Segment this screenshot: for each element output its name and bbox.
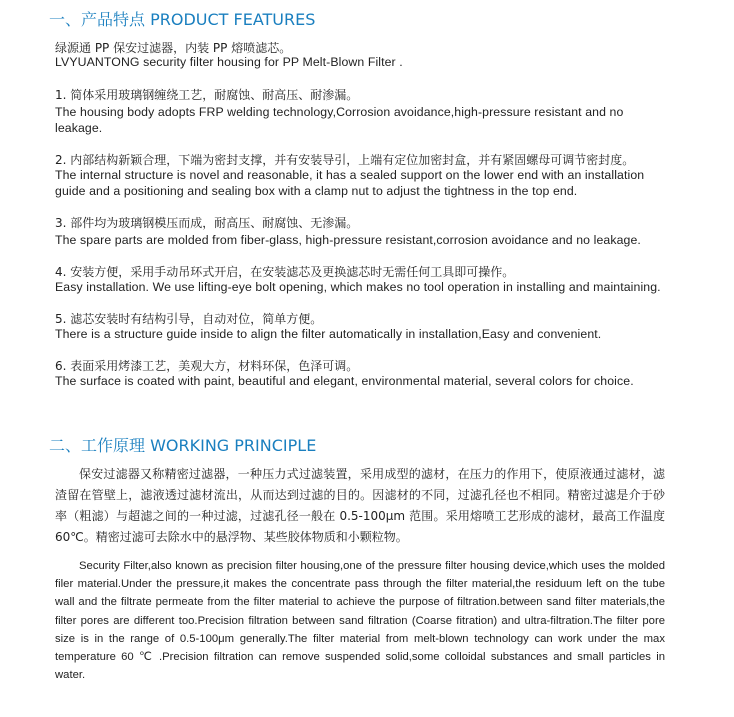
feature-6-cn: 6. 表面采用烤漆工艺，美观大方，材料环保，色泽可调。	[55, 359, 359, 373]
feature-1-cn: 1. 简体采用玻璃钢缠绕工艺，耐腐蚀、耐高压、耐渗漏。	[55, 88, 359, 102]
intro-en: LVYUANTONG security filter housing for PP Melt-Blown Filter .	[55, 55, 403, 69]
section-features-title: 一、产品特点 PRODUCT FEATURES	[49, 10, 316, 29]
principle-cn-paragraph: 保安过滤器又称精密过滤器，一种压力式过滤装置，采用成型的滤材，在压力的作用下，使原液通过滤材，滤渣留在管壁上，滤液透过滤材流出，从而达到过滤的目的。因滤材的不同，过滤孔径也不相同。精密过滤是介于砂率（粗滤）与超滤之间的一种过滤，过滤孔径一般在 0.5-100μm 范围。采用熔喷工艺形成的滤材，最高工作温度 60℃。精密过滤可去除水中的悬浮物、某些胶体物质和小颗粒物。	[55, 467, 665, 544]
feature-4-cn: 4. 安装方便，采用手动吊环式开启，在安装滤芯及更换滤芯时无需任何工具即可操作。	[55, 265, 515, 279]
section-principle-title: 二、工作原理 WORKING PRINCIPLE	[49, 436, 317, 455]
feature-1-en-cont: leakage.	[55, 121, 103, 135]
principle-cn-block	[55, 464, 665, 548]
feature-5-en: There is a structure guide inside to align the filter automatically in installation,Easy and convenient.	[55, 327, 602, 341]
feature-2-en-cont: guide and a positioning and sealing box with a clamp nut to adjust the tightness in the top end.	[55, 184, 578, 198]
feature-6-en: The surface is coated with paint, beautiful and elegant, environmental material, several colors for choice.	[55, 374, 634, 388]
feature-1-en: The housing body adopts FRP welding technology,Corrosion avoidance,high-pressure resistant and no	[55, 105, 624, 119]
feature-4-en: Easy installation. We use lifting-eye bolt opening, which makes no tool operation in installing and maintaining.	[55, 280, 661, 294]
feature-5-cn: 5. 滤芯安装时有结构引导，自动对位，简单方便。	[55, 312, 323, 326]
feature-3-cn: 3. 部件均为玻璃钢模压而成，耐高压、耐腐蚀、无渗漏。	[55, 216, 359, 230]
intro-cn: 绿源通 PP 保安过滤器，内装 PP 熔喷滤芯。	[55, 41, 292, 55]
principle-en-paragraph: Security Filter,also known as precision filter housing,one of the pressure filter housing device,which uses the molded filer material.Under the pressure,it makes the concentrate pass through the filter material,the residuum left on the tube wall and the filtrate permeate from the filter material to achieve the purpose of filtration.between sand filter materials,the filter pores are different too.Precision filtration between sand filtration (Coarse fitration) and ultra-filtration.The filter pore size is in the range of 0.5-100μm generally.The filter material from melt-blown technology can work under the max temperature 60 ℃ .Precision filtration can remove suspended solid,some colloidal substances and small particles in water.	[55, 560, 665, 682]
feature-2-en: The internal structure is novel and reasonable, it has a sealed support on the lower end with an installation	[55, 168, 645, 182]
feature-2-cn: 2. 内部结构新颖合理，下端为密封支撑，并有安装导引，上端有定位加密封盒，并有紧固螺母可调节密封度。	[55, 153, 635, 167]
principle-en-block	[55, 557, 665, 684]
feature-3-en: The spare parts are molded from fiber-glass, high-pressure resistant,corrosion avoidance and no leakage.	[55, 233, 641, 247]
